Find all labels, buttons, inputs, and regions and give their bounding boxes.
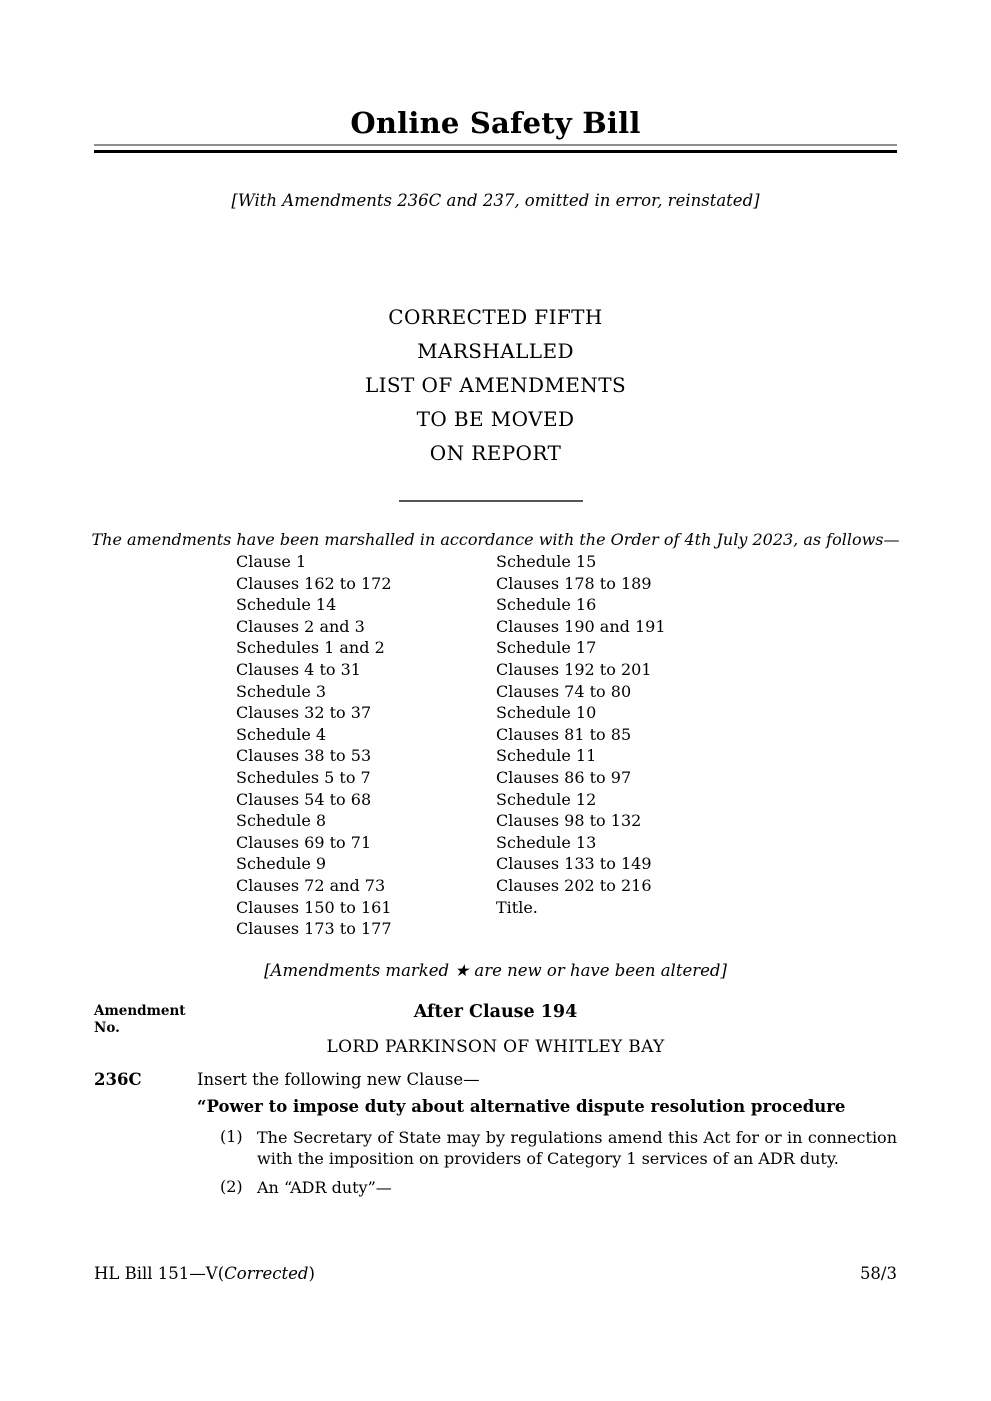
marshalling-item: Clauses 192 to 201 (496, 659, 652, 679)
heading-line: CORRECTED FIFTH (388, 305, 603, 329)
marshalling-item: Schedule 16 (496, 595, 597, 615)
subsection-text (257, 1127, 897, 1169)
subsection-text-line: The Secretary of State may by regulations amend this Act for or in connection (257, 1128, 897, 1147)
subsection-number: (1) (220, 1127, 243, 1146)
mover-name: LORD PARKINSON OF WHITLEY BAY (326, 1037, 665, 1057)
marshalling-item: Schedule 4 (236, 724, 327, 744)
marshalling-list (236, 551, 726, 940)
footer-bill-ref-prefix: HL Bill 151—V( (94, 1264, 225, 1283)
heading-line: ON REPORT (429, 441, 562, 465)
star-legend-note: [Amendments marked ★ are new or have been altered] (264, 961, 727, 980)
marshalling-item: Clauses 162 to 172 (236, 573, 392, 593)
marshalling-item: Clause 1 (236, 552, 307, 571)
marshalling-item: Schedule 11 (496, 746, 597, 766)
heading-line: LIST OF AMENDMENTS (364, 373, 627, 397)
subsection-1 (220, 1127, 897, 1169)
footer-bill-ref-corrected: Corrected (224, 1264, 309, 1283)
marshalling-item: Clauses 133 to 149 (496, 854, 652, 874)
page-footer (94, 1264, 897, 1283)
marshalling-item: Schedule 15 (496, 552, 597, 571)
footer-bill-reference (94, 1264, 315, 1283)
new-clause-title: “Power to impose duty about alternative dispute resolution procedure (197, 1097, 846, 1116)
marshalling-item: Schedule 8 (236, 811, 327, 831)
marshalling-item: Clauses 4 to 31 (236, 659, 361, 679)
marshalling-item: Schedules 5 to 7 (236, 767, 371, 787)
marshalling-right-column (496, 551, 726, 940)
section-divider-rule (399, 500, 583, 502)
page-title: Online Safety Bill (350, 106, 641, 140)
marshalling-item: Schedule 14 (236, 595, 337, 615)
marshalling-item: Schedule 10 (496, 703, 597, 723)
subsection-text-line: An “ADR duty”— (257, 1178, 392, 1197)
marshalling-item: Clauses 72 and 73 (236, 875, 386, 895)
footer-session-number: 58/3 (859, 1264, 897, 1283)
marshalling-item: Clauses 178 to 189 (496, 573, 652, 593)
marshalling-item: Schedule 9 (236, 854, 327, 874)
marshalling-item: Title. (496, 897, 538, 917)
subsection-number: (2) (220, 1177, 243, 1196)
marshalling-item: Clauses 38 to 53 (236, 746, 372, 766)
marshalling-item: Clauses 190 and 191 (496, 616, 666, 636)
reinstated-note: [With Amendments 236C and 237, omitted in error, reinstated] (231, 191, 760, 210)
marshalling-item: Clauses 2 and 3 (236, 616, 365, 636)
marshalling-item: Clauses 32 to 37 (236, 703, 372, 723)
marshalling-item: Clauses 54 to 68 (236, 789, 372, 809)
marshalling-item: Clauses 86 to 97 (496, 767, 632, 787)
amendment-instruction: Insert the following new Clause— (197, 1070, 480, 1089)
marshalling-left-column (236, 551, 496, 940)
marshalling-item: Clauses 98 to 132 (496, 811, 642, 831)
list-headings (0, 307, 991, 477)
heading-line: MARSHALLED (417, 339, 574, 363)
place-heading: After Clause 194 (413, 1002, 578, 1022)
marshalling-item: Clauses 150 to 161 (236, 897, 392, 917)
marshalling-item: Clauses 74 to 80 (496, 681, 632, 701)
heading-line: TO BE MOVED (416, 407, 575, 431)
amendment-no-label-line: No. (94, 1020, 120, 1036)
marshalling-item: Clauses 202 to 216 (496, 875, 652, 895)
title-rule (94, 144, 897, 153)
amendment-number: 236C (94, 1070, 142, 1089)
marshalling-item: Clauses 69 to 71 (236, 832, 372, 852)
subsection-text (257, 1177, 897, 1198)
marshalling-item: Clauses 81 to 85 (496, 724, 632, 744)
marshalling-order-note: The amendments have been marshalled in accordance with the Order of 4th July 2023, as follows— (91, 530, 900, 549)
subsection-2 (220, 1177, 897, 1198)
marshalling-item: Schedule 13 (496, 832, 597, 852)
marshalling-item: Schedule 12 (496, 789, 597, 809)
amendment-no-label-line: Amendment (94, 1003, 186, 1019)
marshalling-item: Clauses 173 to 177 (236, 919, 392, 939)
marshalling-item: Schedule 17 (496, 638, 597, 658)
footer-bill-ref-suffix: ) (308, 1264, 315, 1283)
marshalling-item: Schedule 3 (236, 681, 327, 701)
marshalling-item: Schedules 1 and 2 (236, 638, 385, 658)
subsection-text-line: with the imposition on providers of Category 1 services of an ADR duty. (257, 1149, 839, 1168)
